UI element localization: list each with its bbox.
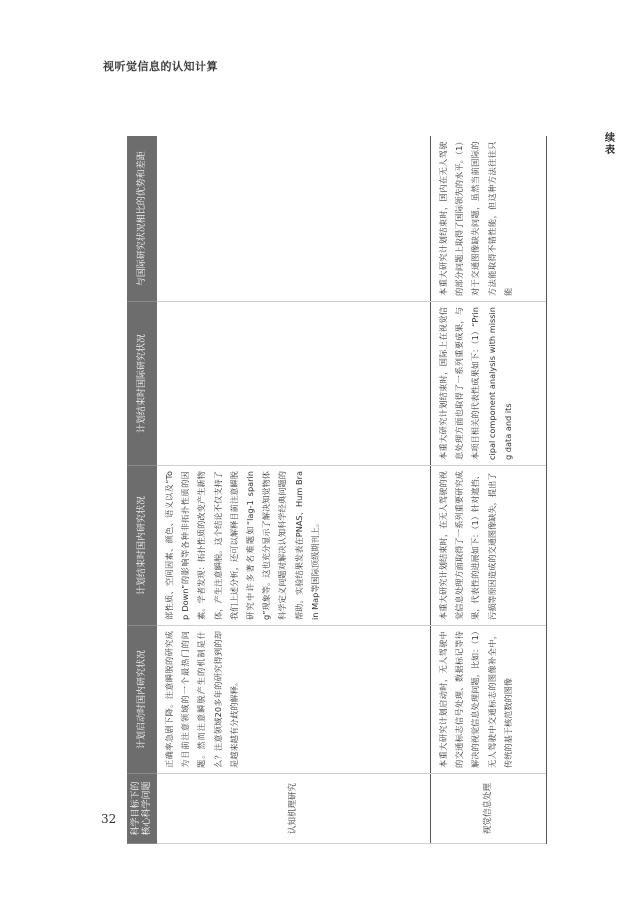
table-cell: 本重大研究计划结束时，在无人驾驶的视觉信息处理方面取得了一系列重要研究成果，代表性的进展如下：（1）针对遮挡、污损等原因造成的交通图像缺失，提出了 (431, 466, 547, 626)
table-cell: 本重大研究计划结束时，国内在无人驾驶的部分问题上取得了国际领先的水平。（1）对于交通图像缺失问题，虽然当前国际的方法能取得不错性能，但这种方法往往只能 (431, 137, 547, 302)
row-topic: 视觉信息处理 (431, 774, 547, 844)
table-row (157, 137, 431, 844)
table-cell (157, 302, 431, 466)
table-row (431, 137, 547, 844)
header-core-question: 科学目标下的核心科学问题 (127, 774, 157, 844)
table-cell (157, 137, 431, 302)
header-domestic-end: 计划结束时国内研究状况 (127, 466, 157, 626)
page-number: 32 (101, 812, 117, 826)
research-status-table (127, 137, 547, 845)
header-domestic-start: 计划启动时国内研究状况 (127, 626, 157, 774)
running-head: 视听觉信息的认知计算 (103, 60, 218, 73)
table-cell: 部性质、空间因素、颜色、语义以及“Top Down”的影响等各种非拓扑性质的因素。学者发现：拓扑性质的改变产生新物体，产生注意瞬脱。这个结论不仅支持了我们上述分析，还可以解释目前注意瞬脱研究中许多著名难题如“lag-1 sparing”现象等。这也充分显示了解决知觉物体科学定义问题对解决认知科学经典问题的帮助。实验结果发表在PNAS、Hum Brain Map等国际顶级期刊上。 (157, 466, 431, 626)
table-cell: 正确率急剧下降。注意瞬脱的研究成为目前注意领域的一个最热门的问题。然而注意瞬脱产生的机制是什么？注意领域20多年的研究得到的却是越来越有分歧的解释。 (157, 626, 431, 774)
header-comparison: 与国际研究状况相比的优势和差距 (127, 137, 157, 302)
table-cell: 本重大研究计划结束时，国际上在视觉信息处理方面也取得了一系列重要成果，与本项目相关的代表性成果如下：（1）“Principal component analysis with missing data and its (431, 302, 547, 466)
header-international-end: 计划结束时国际研究状况 (127, 302, 157, 466)
rotated-table-container (127, 137, 536, 844)
table-cell: 本重大研究计划启动时，无人驾驶中的交通标志信号处理、数据标记等待解决的视觉信息处理问题，比如：（1）无人驾驶中交通标志的图像补全中，传统的基于核范数的图像 (431, 626, 547, 774)
table-header-row (127, 137, 157, 844)
row-topic: 认知机理研究 (157, 774, 431, 844)
table-continued-note: 续表 (605, 133, 615, 156)
